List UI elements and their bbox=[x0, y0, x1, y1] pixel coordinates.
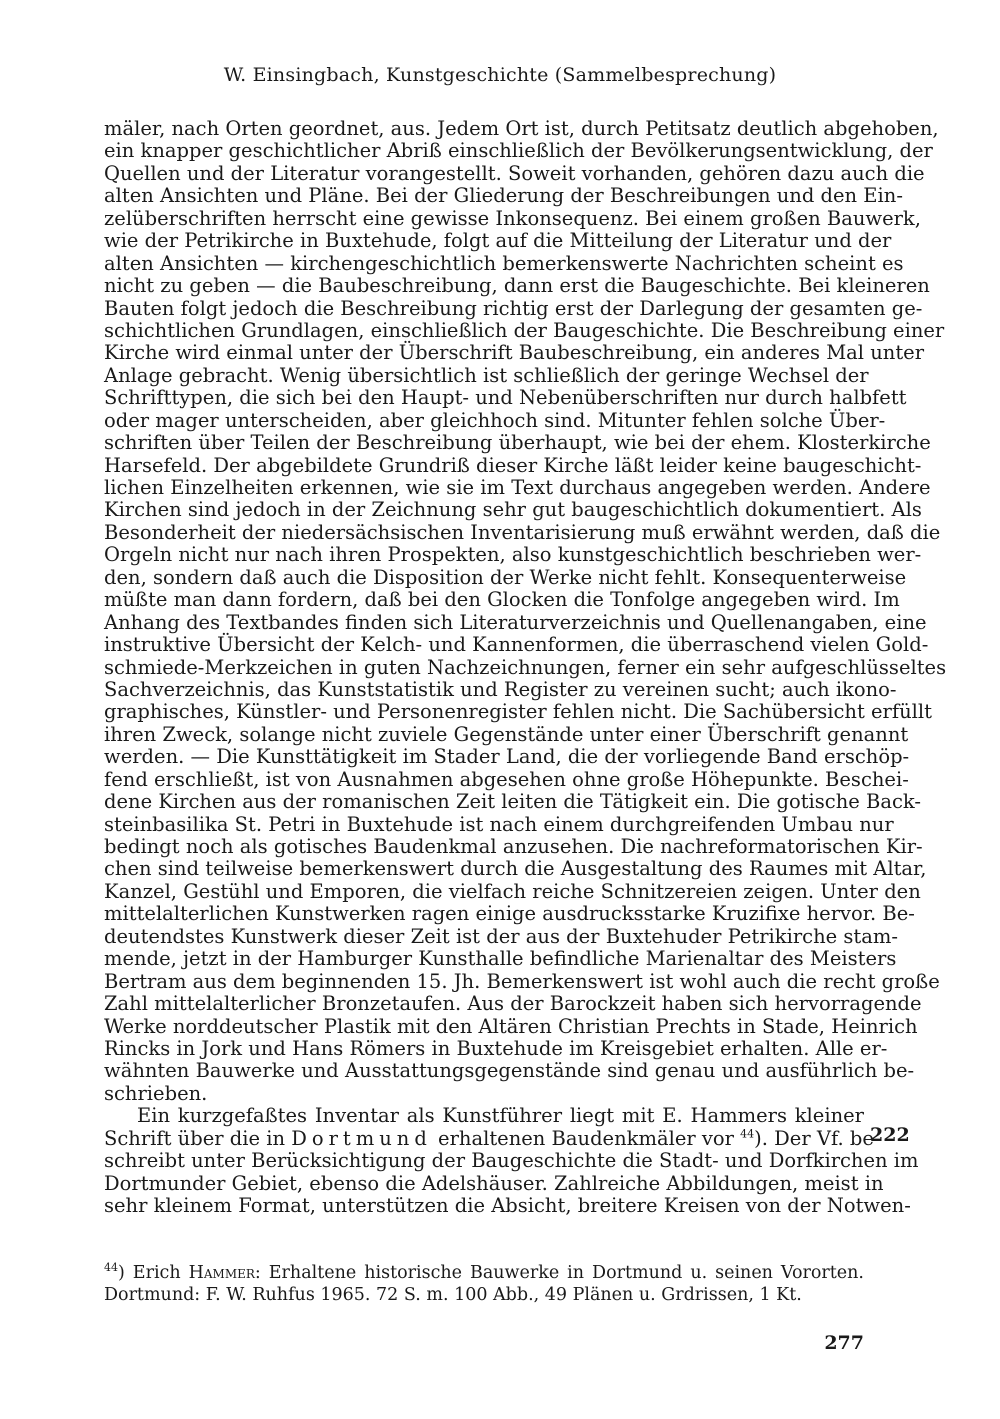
paragraph-1-line: graphisches, Künstler- und Personenregister fehlen nicht. Die Sachübersicht erfüllt bbox=[104, 700, 932, 724]
paragraph-1-line: schriften über Teilen der Beschreibung überhaupt, wie bei der ehem. Klosterkirche bbox=[104, 431, 931, 455]
paragraph-1-line: fend erschließt, ist von Ausnahmen abgesehen ohne große Höhepunkte. Beschei- bbox=[104, 767, 909, 791]
footnote-author: Hammer bbox=[188, 1263, 255, 1283]
paragraph-1-line: Zahl mittelalterlicher Bronzetaufen. Aus der Barockzeit haben sich hervorragende bbox=[104, 992, 922, 1016]
paragraph-1-line: Rincks in Jork und Hans Römers in Buxtehude im Kreisgebiet erhalten. Alle er- bbox=[104, 1036, 888, 1060]
page-number: 277 bbox=[824, 1332, 864, 1354]
paragraph-1-line: Kirche wird einmal unter der Überschrift Baubeschreibung, ein anderes Mal unter bbox=[104, 341, 925, 365]
paragraph-2-line: schreibt unter Berücksichtigung der Baugeschichte die Stadt- und Dorfkirchen im bbox=[104, 1149, 919, 1173]
paragraph-2-line: sehr kleinem Format, unterstützen die Absicht, breitere Kreisen von der Notwen- bbox=[104, 1194, 911, 1217]
paragraph-1-line: instruktive Übersicht der Kelch- und Kannenformen, die überraschend vielen Gold- bbox=[104, 633, 929, 657]
paragraph-1-line: dene Kirchen aus der romanischen Zeit leiten die Tätigkeit ein. Die gotische Back- bbox=[104, 790, 921, 814]
paragraph-1-line: schmiede-Merkzeichen in guten Nachzeichnungen, ferner ein sehr aufgeschlüsseltes bbox=[104, 655, 947, 679]
footnote-line-1 bbox=[104, 1262, 864, 1284]
paragraph-1-line: wie der Petrikirche in Buxtehude, folgt auf die Mitteilung der Literatur und der bbox=[104, 229, 892, 253]
paragraph-2-line bbox=[104, 1126, 881, 1150]
paragraph-1-line: deutendstes Kunstwerk dieser Zeit ist der aus der Buxtehuder Petrikirche stam- bbox=[104, 924, 898, 948]
footnote-text: : Erhaltene historische Bauwerke in Dortmund u. seinen Vororten. bbox=[254, 1263, 864, 1283]
footnote-text: ) Erich bbox=[118, 1263, 181, 1283]
paragraph-2-line: Ein kurzgefaßtes Inventar als Kunstführer liegt mit E. Hammers kleiner bbox=[137, 1104, 864, 1128]
paragraph-1-line: Harsefeld. Der abgebildete Grundriß dieser Kirche läßt leider keine baugeschicht- bbox=[104, 453, 922, 477]
paragraph-1-line: nicht zu geben — die Baubeschreibung, dann erst die Baugeschichte. Bei kleineren bbox=[104, 274, 930, 298]
footnote-marker: 44 bbox=[104, 1261, 118, 1275]
paragraph-1-line: mittelalterlichen Kunstwerken ragen einige ausdrucksstarke Kruzifixe hervor. Be- bbox=[104, 902, 915, 926]
paragraph-1-line: Werke norddeutscher Plastik mit den Altären Christian Prechts in Stade, Heinrich bbox=[104, 1014, 918, 1038]
paragraph-1 bbox=[104, 117, 947, 1105]
spaced-place-name: Dortmund bbox=[291, 1126, 432, 1150]
paragraph-1-line: ein knapper geschichtlicher Abriß einschließlich der Bevölkerungsentwicklung, der bbox=[104, 139, 933, 163]
running-header: W. Einsingbach, Kunstgeschichte (Sammelbesprechung) bbox=[223, 64, 777, 86]
footnote-reference: 44 bbox=[740, 1127, 755, 1141]
paragraph-1-line: schichtlichen Grundlagen, einschließlich der Baugeschichte. Die Beschreibung einer bbox=[104, 318, 945, 342]
footnote bbox=[104, 1262, 864, 1306]
line-text: ). Der Vf. be- bbox=[754, 1126, 881, 1150]
line-text: erhaltenen Baudenkmäler vor bbox=[438, 1126, 734, 1150]
paragraph-1-line: Orgeln nicht nur nach ihren Prospekten, also kunstgeschichtlich beschrieben wer- bbox=[104, 543, 922, 567]
paragraph-1-line: den, sondern daß auch die Disposition der Werke nicht fehlt. Konsequenterweise bbox=[104, 565, 907, 589]
paragraph-1-line: Quellen und der Literatur vorangestellt. Soweit vorhanden, gehören dazu auch die bbox=[104, 161, 925, 185]
paragraph-1-line: schrieben. bbox=[104, 1081, 208, 1105]
footnote-line-2: Dortmund: F. W. Ruhfus 1965. 72 S. m. 100 Abb., 49 Plänen u. Grdrissen, 1 Kt. bbox=[104, 1285, 802, 1305]
line-text: Schrift über die in bbox=[104, 1126, 286, 1150]
paragraph-1-line: alten Ansichten — kirchengeschichtlich bemerkenswerte Nachrichten scheint es bbox=[104, 251, 904, 275]
margin-number: 222 bbox=[870, 1124, 910, 1146]
paragraph-1-line: mende, jetzt in der Hamburger Kunsthalle befindliche Marienaltar des Meisters bbox=[104, 947, 897, 971]
paragraph-1-line: steinbasilika St. Petri in Buxtehude ist nach einem durchgreifenden Umbau nur bbox=[104, 812, 894, 836]
paragraph-1-line: Bauten folgt jedoch die Beschreibung richtig erst der Darlegung der gesamten ge- bbox=[104, 296, 923, 320]
paragraph-1-line: müßte man dann fordern, daß bei den Glocken die Tonfolge angegeben wird. Im bbox=[104, 588, 900, 612]
paragraph-1-line: Schrifttypen, die sich bei den Haupt- und Nebenüberschriften nur durch halbfett bbox=[104, 386, 907, 410]
paragraph-1-line: lichen Einzelheiten erkennen, wie sie im Text durchaus angegeben werden. Andere bbox=[104, 476, 931, 499]
paragraph-1-line: oder mager unterscheiden, aber gleichhoch sind. Mitunter fehlen solche Über- bbox=[104, 408, 886, 432]
paragraph-1-line: zelüberschriften herrscht eine gewisse Inkonsequenz. Bei einem großen Bauwerk, bbox=[104, 206, 921, 230]
paragraph-1-line: Kirchen sind jedoch in der Zeichnung sehr gut baugeschichtlich dokumentiert. Als bbox=[104, 498, 922, 522]
paragraph-1-line: mäler, nach Orten geordnet, aus. Jedem Ort ist, durch Petitsatz deutlich abgehoben, bbox=[104, 117, 939, 140]
paragraph-1-line: alten Ansichten und Pläne. Bei der Gliederung der Beschreibungen und den Ein- bbox=[104, 184, 903, 208]
paragraph-1-line: Besonderheit der niedersächsischen Inventarisierung muß erwähnt werden, daß die bbox=[104, 520, 941, 544]
paragraph-1-line: wähnten Bauwerke und Ausstattungsgegenstände sind genau und ausführlich be- bbox=[104, 1059, 915, 1083]
paragraph-1-line: Kanzel, Gestühl und Emporen, die vielfach reiche Schnitzereien zeigen. Unter den bbox=[104, 879, 921, 903]
paragraph-1-line: chen sind teilweise bemerkenswert durch die Ausgestaltung des Raumes mit Altar, bbox=[104, 857, 927, 881]
paragraph-1-line: bedingt noch als gotisches Baudenkmal anzusehen. Die nachreformatorischen Kir- bbox=[104, 835, 923, 858]
paragraph-2-line: Dortmunder Gebiet, ebenso die Adelshäuser. Zahlreiche Abbildungen, meist in bbox=[104, 1171, 884, 1195]
paragraph-1-line: ihren Zweck, solange nicht zuviele Gegenstände unter einer Überschrift genannt bbox=[104, 722, 909, 746]
paragraph-1-line: Anhang des Textbandes finden sich Literaturverzeichnis und Quellenangaben, eine bbox=[104, 610, 927, 634]
paragraph-1-line: werden. — Die Kunsttätigkeit im Stader Land, die der vorliegende Band erschöp- bbox=[104, 745, 910, 769]
paragraph-1-line: Sachverzeichnis, das Kunststatistik und Register zu vereinen sucht; auch ikono- bbox=[104, 677, 897, 701]
paragraph-1-line: Anlage gebracht. Wenig übersichtlich ist schließlich der geringe Wechsel der bbox=[104, 363, 869, 387]
paragraph-2-rest bbox=[104, 1149, 919, 1217]
paragraph-1-line: Bertram aus dem beginnenden 15. Jh. Bemerkenswert ist wohl auch die recht große bbox=[104, 969, 940, 993]
